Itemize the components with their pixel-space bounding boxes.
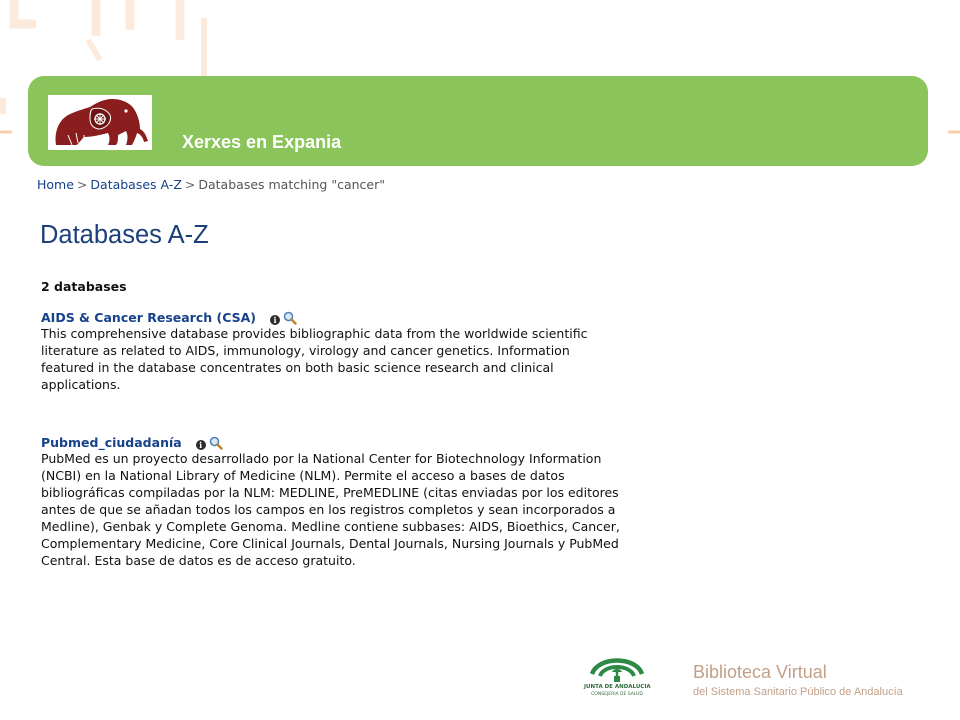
biblioteca-virtual-subtitle: del Sistema Sanitario Público de Andalucía xyxy=(693,686,903,698)
info-icon[interactable]: i xyxy=(196,440,206,450)
elephant-logo-icon xyxy=(48,95,152,150)
database-title-row xyxy=(41,433,621,450)
magnifier-icon[interactable] xyxy=(283,311,297,325)
breadcrumb-home-link[interactable]: Home xyxy=(37,177,74,192)
database-title-row xyxy=(41,308,621,325)
page-title: Databases A-Z xyxy=(40,221,209,249)
biblioteca-virtual-title[interactable]: Biblioteca Virtual xyxy=(693,662,827,682)
database-entry xyxy=(41,308,621,393)
database-description: PubMed es un proyecto desarrollado por la National Center for Biotechnology Information (NCBI) en la National Library of Medicine (NLM). Permite el acceso a bases de datos bibliográficas compiladas por la NLM: MEDLINE, PreMEDLINE (citas enviadas por los editores antes de que se añadan todos los campos en los registros completos y sean incorporados a Medline), Genbak y Complete Genoma. Medline contiene subbases: AIDS, Bioethics, Cancer, Complementary Medicine, Core Clinical Journals, Dental Journals, Nursing Journals y PubMed Central. Esta base de datos es de acceso gratuito. xyxy=(41,451,620,568)
junta-andalucia-label: JUNTA DE ANDALUCIA xyxy=(584,684,651,690)
breadcrumb-separator: > xyxy=(76,177,88,192)
database-title-link[interactable]: AIDS & Cancer Research (CSA) xyxy=(41,310,257,325)
database-description: This comprehensive database provides bibliographic data from the worldwide scientific literature as related to AIDS, immunology, virology and cancer genetics. Information featured in the database concentrates on both basic science research and clinical applications. xyxy=(41,326,588,392)
consejeria-label: CONSEJERIA DE SALUD xyxy=(591,692,643,697)
info-icon[interactable]: i xyxy=(270,315,280,325)
site-logo-link[interactable] xyxy=(48,95,152,150)
database-title-link[interactable]: Pubmed_ciudadanía xyxy=(41,435,182,450)
breadcrumb-separator: > xyxy=(184,177,196,192)
breadcrumb xyxy=(37,177,385,192)
database-entry xyxy=(41,433,621,569)
site-title: Xerxes en Expania xyxy=(182,132,342,152)
breadcrumb-databases-az-link[interactable]: Databases A-Z xyxy=(90,177,182,192)
site-header xyxy=(28,76,928,166)
breadcrumb-current: Databases matching "cancer" xyxy=(198,177,385,192)
database-count: 2 databases xyxy=(41,279,127,294)
magnifier-icon[interactable] xyxy=(209,436,223,450)
